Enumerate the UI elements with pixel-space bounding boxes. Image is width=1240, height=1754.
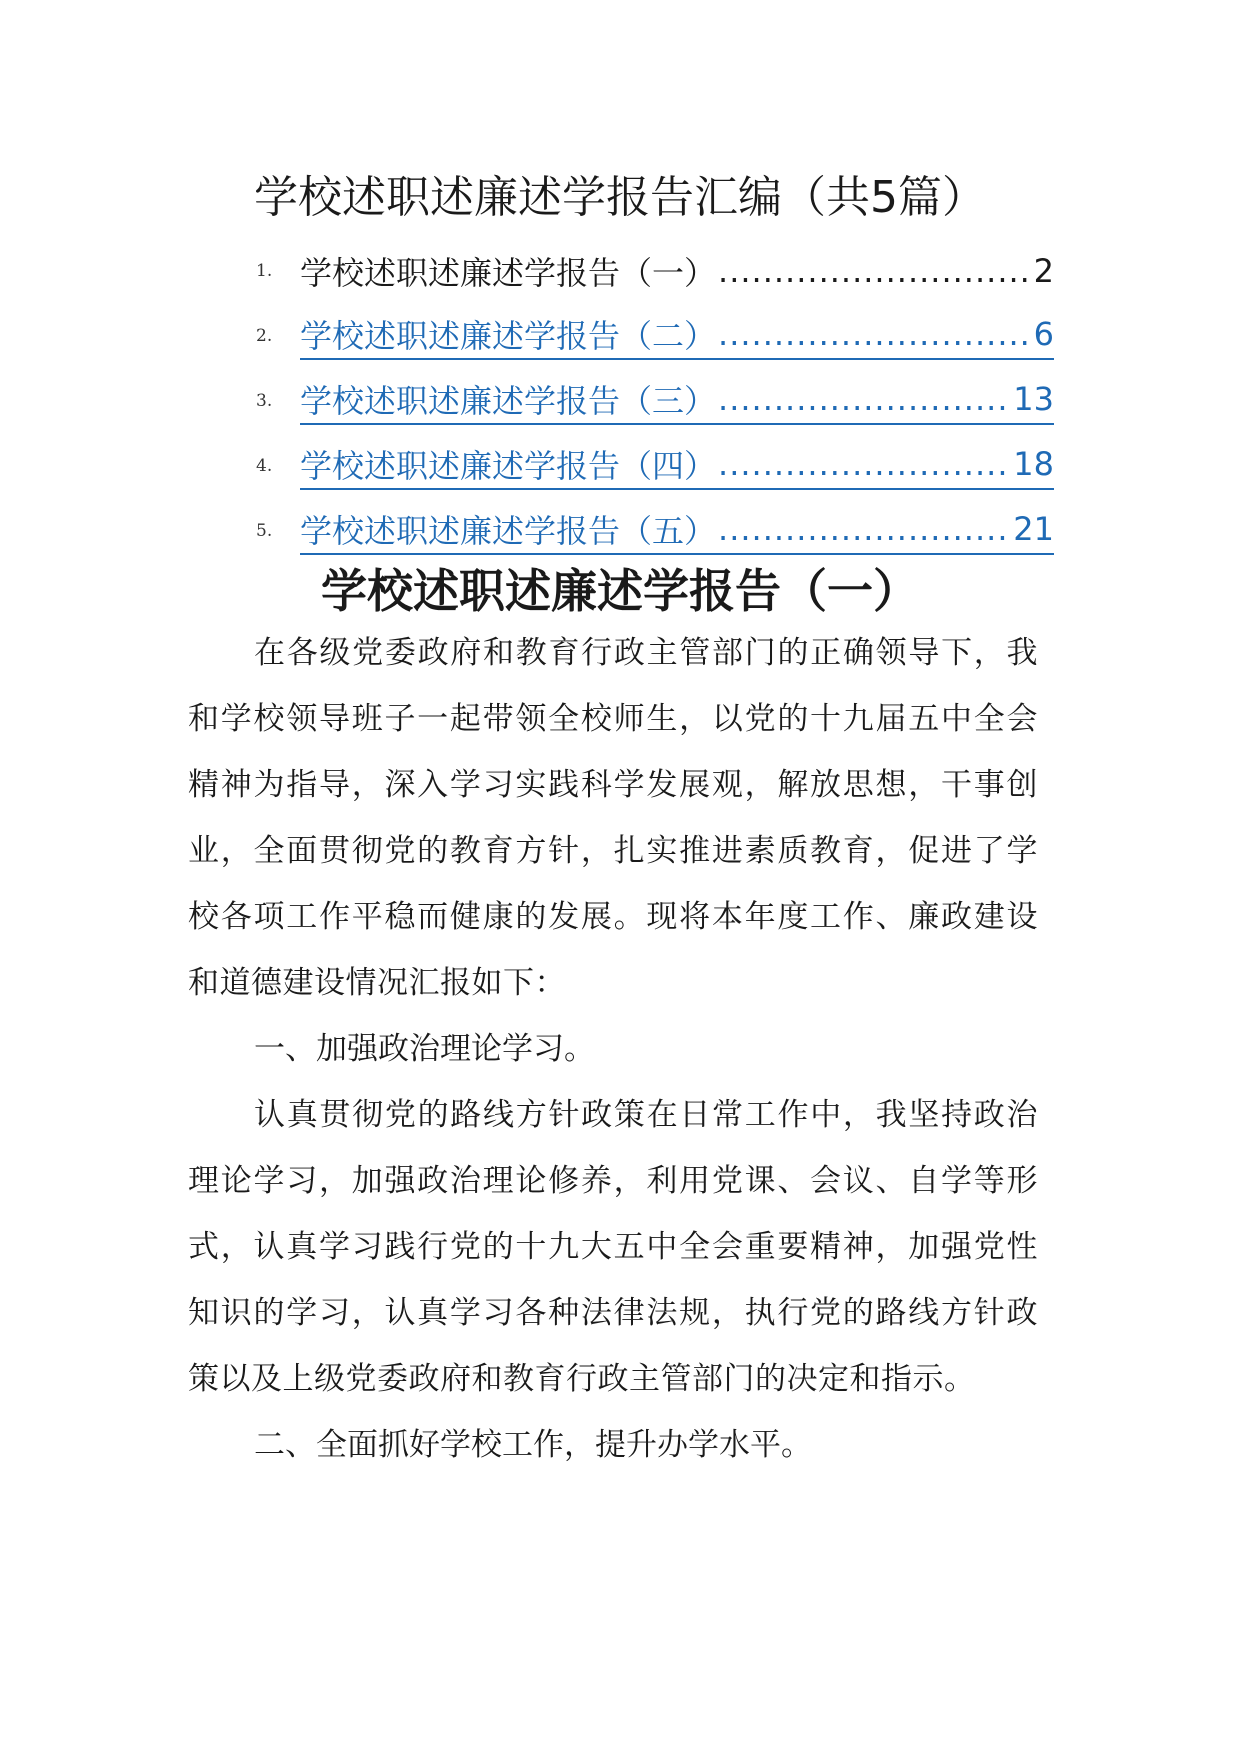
toc-item-page: 21 [1013, 510, 1054, 548]
toc-item-label: 学校述职述廉述学报告（一） [300, 253, 717, 292]
toc-item-label: 学校述职述廉述学报告（二） [300, 317, 717, 355]
section-body [188, 620, 1038, 1478]
toc-dot-leader [718, 252, 1032, 290]
intro-paragraph: 在各级党委政府和教育行政主管部门的正确领导下，我和学校领导班子一起带领全校师生，以党的十九届五中全会精神为指导，深入学习实践科学发展观，解放思想，干事创业，全面贯彻党的教育方针，扎实推进素质教育，促进了学校各项工作平稳而健康的发展。现将本年度工作、廉政建设和道德建设情况汇报如下： [188, 635, 1038, 1001]
toc-item-number: 1. [256, 260, 273, 281]
toc-dot-leader [718, 445, 1011, 483]
toc-dot-leader [718, 315, 1032, 353]
toc-item [256, 498, 1056, 563]
toc-item [256, 238, 1056, 303]
toc-item-number: 5. [256, 520, 273, 541]
toc-item-page: 6 [1033, 315, 1054, 353]
toc-item-number: 3. [256, 390, 273, 411]
toc-link-2[interactable] [300, 311, 1054, 360]
toc-item-label: 学校述职述廉述学报告（五） [300, 512, 717, 550]
document-title: 学校述职述廉述学报告汇编（共5篇） [254, 172, 986, 223]
section-title: 学校述职述廉述学报告（一） [321, 564, 919, 618]
toc-item-page: 18 [1013, 445, 1054, 483]
toc-item-page: 2 [1033, 251, 1054, 290]
toc-item [256, 433, 1056, 498]
toc-link-3[interactable] [300, 376, 1054, 425]
toc-link-5[interactable] [300, 506, 1054, 555]
toc-link-4[interactable] [300, 441, 1054, 490]
toc-item [256, 303, 1056, 368]
subheading-1: 一、加强政治理论学习。 [254, 1031, 595, 1067]
toc-dot-leader [718, 510, 1011, 548]
toc-item-page: 13 [1013, 380, 1054, 418]
toc-entry-1[interactable] [300, 248, 1054, 294]
toc-dot-leader [718, 380, 1011, 418]
toc-item-number: 4. [256, 455, 273, 476]
toc-item [256, 368, 1056, 433]
toc-item-label: 学校述职述廉述学报告（三） [300, 382, 717, 420]
toc-item-label: 学校述职述廉述学报告（四） [300, 447, 717, 485]
body-paragraph: 认真贯彻党的路线方针政策在日常工作中，我坚持政治理论学习，加强政治理论修养，利用党课、会议、自学等形式，认真学习践行党的十九大五中全会重要精神，加强党性知识的学习，认真学习各种法律法规，执行党的路线方针政策以及上级党委政府和教育行政主管部门的决定和指示。 [188, 1097, 1038, 1397]
subheading-2: 二、全面抓好学校工作，提升办学水平。 [254, 1427, 812, 1463]
toc-item-number: 2. [256, 325, 273, 346]
table-of-contents [256, 238, 1056, 563]
